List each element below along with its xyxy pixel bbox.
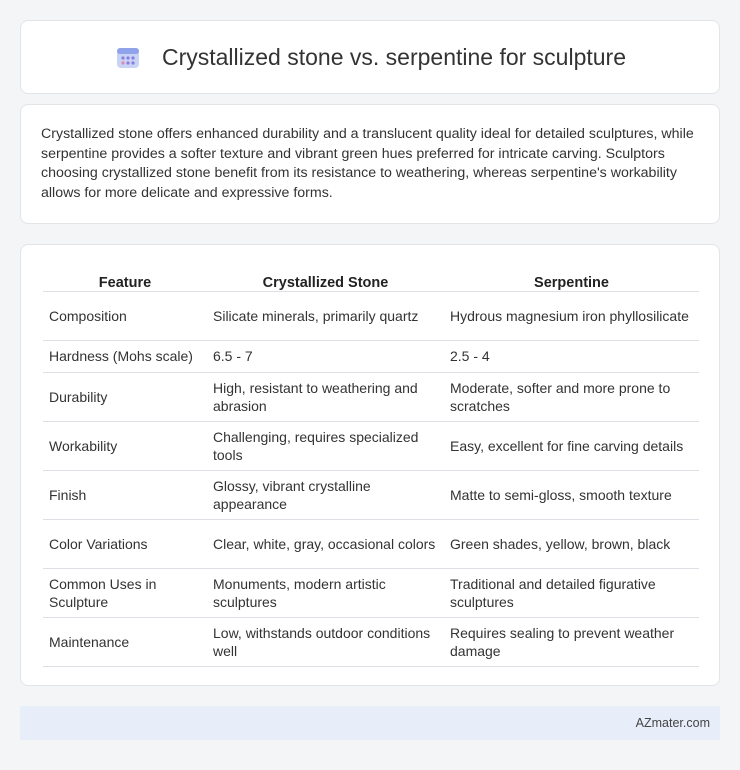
crystallized-cell: 6.5 - 7 xyxy=(207,340,444,372)
serpentine-cell: Moderate, softer and more prone to scratches xyxy=(444,372,699,421)
serpentine-cell: Requires sealing to prevent weather damage xyxy=(444,617,699,666)
crystallized-cell: Monuments, modern artistic sculptures xyxy=(207,568,444,617)
header-crystallized-stone: Crystallized Stone xyxy=(207,265,444,291)
serpentine-cell: Matte to semi-gloss, smooth texture xyxy=(444,470,699,519)
feature-cell: Common Uses in Sculpture xyxy=(43,568,207,617)
title-card xyxy=(20,20,720,94)
page-title: Crystallized stone vs. serpentine for sculpture xyxy=(161,43,627,70)
intro-card xyxy=(20,104,720,224)
comparison-table xyxy=(43,265,699,667)
feature-cell: Hardness (Mohs scale) xyxy=(43,340,207,372)
serpentine-cell: 2.5 - 4 xyxy=(444,340,699,372)
feature-cell: Maintenance xyxy=(43,617,207,666)
footer-brand: AZmater.com xyxy=(635,716,710,730)
serpentine-cell: Green shades, yellow, brown, black xyxy=(444,519,699,568)
crystallized-cell: Glossy, vibrant crystalline appearance xyxy=(207,470,444,519)
crystallized-cell: Low, withstands outdoor conditions well xyxy=(207,617,444,666)
crystallized-cell: Challenging, requires specialized tools xyxy=(207,421,444,470)
serpentine-cell: Traditional and detailed figurative sculptures xyxy=(444,568,699,617)
table-row xyxy=(43,568,699,617)
table-row xyxy=(43,340,699,372)
table-row xyxy=(43,617,699,666)
table-row xyxy=(43,470,699,519)
crystallized-cell: Clear, white, gray, occasional colors xyxy=(207,519,444,568)
comparison-table-card xyxy=(20,244,720,686)
table-row xyxy=(43,519,699,568)
serpentine-cell: Hydrous magnesium iron phyllosilicate xyxy=(444,291,699,340)
feature-cell: Finish xyxy=(43,470,207,519)
table-header-row xyxy=(43,265,699,291)
table-row xyxy=(43,372,699,421)
feature-cell: Workability xyxy=(43,421,207,470)
crystallized-cell: High, resistant to weathering and abrasion xyxy=(207,372,444,421)
serpentine-cell: Easy, excellent for fine carving details xyxy=(444,421,699,470)
footer-bar xyxy=(20,706,720,740)
intro-paragraph: Crystallized stone offers enhanced durability and a translucent quality ideal for detailed sculptures, while serpentine provides a softer texture and vibrant green hues preferred for intricate carving. Sculptors choosing crystallized stone benefit from its resistance to weathering, whereas serpentine's workability allows for more delicate and expressive forms. xyxy=(41,126,694,201)
calendar-grid-icon xyxy=(114,43,142,71)
feature-cell: Durability xyxy=(43,372,207,421)
feature-cell: Color Variations xyxy=(43,519,207,568)
header-serpentine: Serpentine xyxy=(444,265,699,291)
crystallized-cell: Silicate minerals, primarily quartz xyxy=(207,291,444,340)
feature-cell: Composition xyxy=(43,291,207,340)
header-feature: Feature xyxy=(43,265,207,291)
table-row xyxy=(43,421,699,470)
table-row xyxy=(43,291,699,340)
